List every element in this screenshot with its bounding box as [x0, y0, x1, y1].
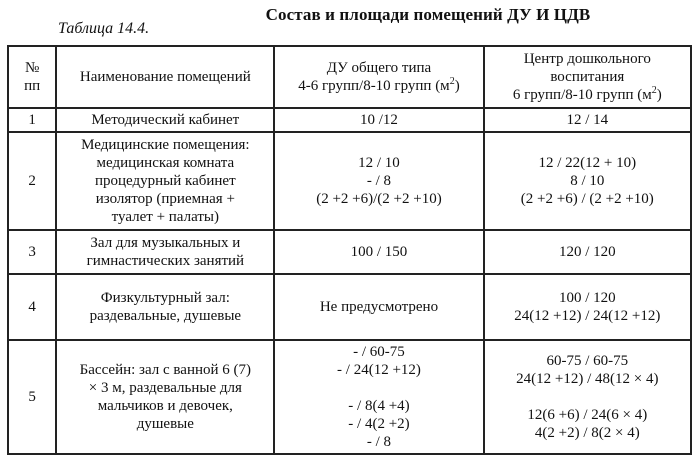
header-name: Наименование помещений: [56, 46, 274, 108]
row-cdv-value: 12 / 22(12 + 10) 8 / 10 (2 +2 +6) / (2 +2 +10): [484, 132, 691, 230]
row-number: 1: [8, 108, 56, 132]
row-du-value: Не предусмотрено: [274, 274, 483, 340]
table-title: Состав и площади помещений ДУ И ЦДВ: [265, 5, 591, 24]
table-row: [8, 108, 691, 132]
row-name: Методический кабинет: [56, 108, 274, 132]
row-name: Бассейн: зал с ванной 6 (7) × 3 м, раздевальные для мальчиков и девочек, душевые: [56, 340, 274, 454]
row-du-value: - / 60-75 - / 24(12 +12) - / 8(4 +4) - / 4(2 +2) - / 8: [274, 340, 483, 454]
header-cdv: Центр дошкольного воспитания 6 групп/8-10 групп $(м^2)$: [484, 46, 691, 108]
table-row: [8, 230, 691, 274]
rooms-table: [7, 45, 692, 455]
row-name: Медицинские помещения: медицинская комната процедурный кабинет изолятор (приемная + туалет + палаты): [56, 132, 274, 230]
row-cdv-value: 60-75 / 60-75 24(12 +12) / 48(12 × 4) 12(6 +6) / 24(6 × 4) 4(2 +2) / 8(2 × 4): [484, 340, 691, 454]
row-number: 3: [8, 230, 56, 274]
table-row: [8, 132, 691, 230]
header-du: ДУ общего типа 4-6 групп/8-10 групп $(м^2)$: [274, 46, 483, 108]
header-number: № пп: [8, 46, 56, 108]
row-name: Физкультурный зал: раздевальные, душевые: [56, 274, 274, 340]
row-du-value: 10 /12: [274, 108, 483, 132]
row-cdv-value: 120 / 120: [484, 230, 691, 274]
table-header-row: [8, 46, 691, 108]
row-du-value: 100 / 150: [274, 230, 483, 274]
row-number: 5: [8, 340, 56, 454]
row-number: 2: [8, 132, 56, 230]
table-caption: Таблица 14.4.: [58, 20, 150, 37]
row-cdv-value: 12 / 14: [484, 108, 691, 132]
row-du-value: 12 / 10 - / 8 (2 +2 +6)/(2 +2 +10): [274, 132, 483, 230]
row-name: Зал для музыкальных и гимнастических занятий: [56, 230, 274, 274]
row-number: 4: [8, 274, 56, 340]
table-row: [8, 340, 691, 454]
table-row: [8, 274, 691, 340]
row-cdv-value: 100 / 120 24(12 +12) / 24(12 +12): [484, 274, 691, 340]
